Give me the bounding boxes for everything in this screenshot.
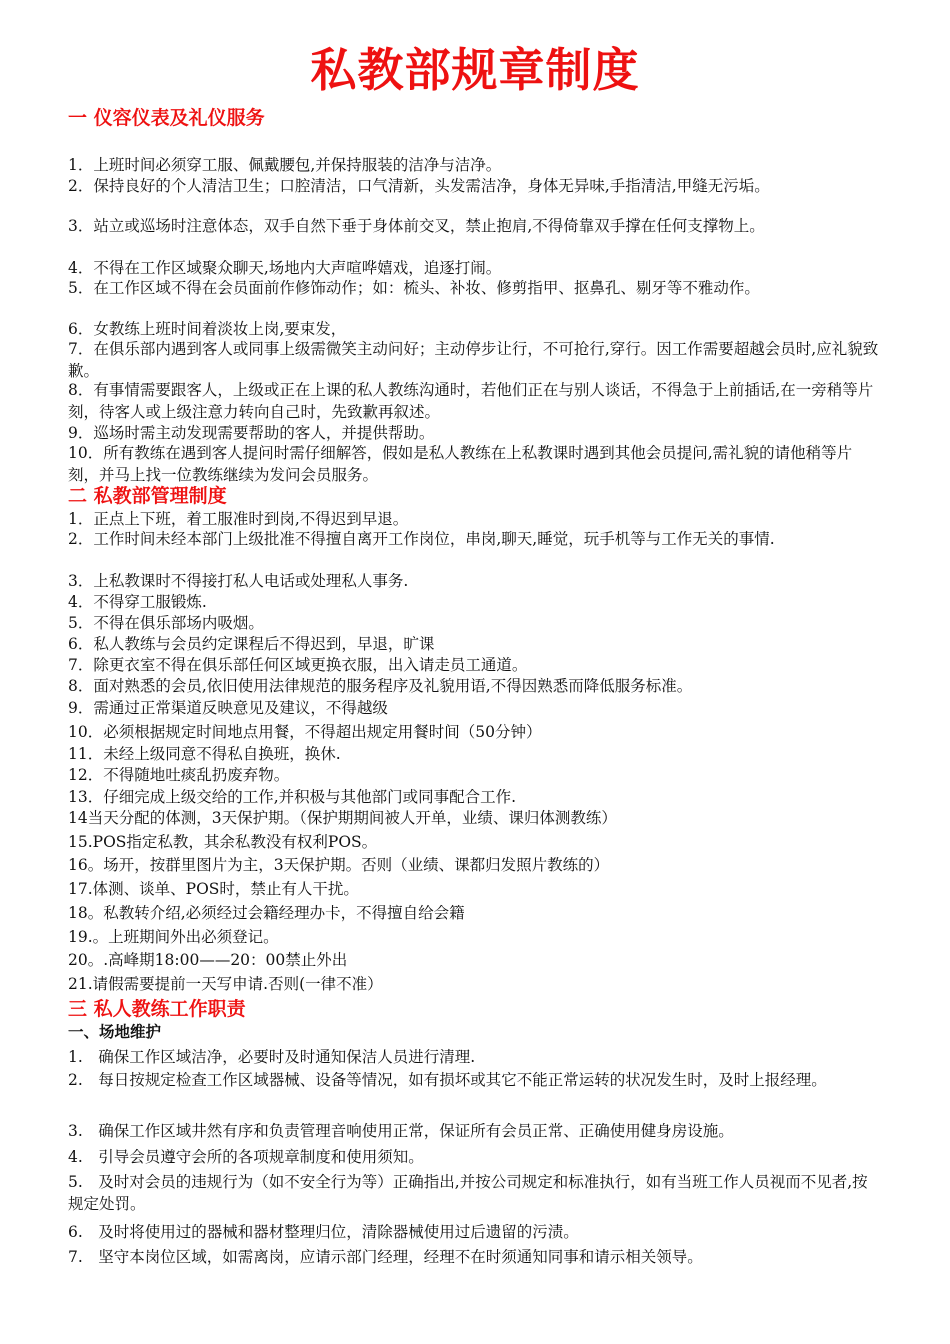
subsection-heading-venue: 一、场地维护: [68, 1023, 162, 1041]
list-item: 16。场开，按群里图片为主，3天保护期。否则（业绩、课都归发照片教练的）: [68, 856, 610, 874]
list-item: 4．不得穿工服锻炼.: [68, 593, 207, 611]
section-heading-etiquette: 一 仪容仪表及礼仪服务: [68, 107, 265, 129]
list-item: 10．所有教练在遇到客人提问时需仔细解答，假如是私人教练在上私教课时遇到其他会员提问,需礼貌的请他稍等片刻，并马上找一位教练继续为发问会员服务。: [68, 444, 853, 484]
document-title: 私教部规章制度: [310, 43, 640, 97]
list-item: 6．女教练上班时间着淡妆上岗,要束发，: [68, 320, 347, 338]
list-item: 14当天分配的体测，3天保护期。（保护期期间被人开单，业绩、课归体测教练）: [68, 809, 617, 827]
list-item: 2．保持良好的个人清洁卫生；口腔清洁，口气清新，头发需洁净，身体无异味,手指清洁,甲缝无污垢。: [68, 177, 770, 195]
list-item: 15.POS指定私教，其余私教没有权利POS。: [68, 833, 378, 851]
list-item: 11．未经上级同意不得私自换班，换休.: [68, 745, 341, 763]
list-item: 20。.高峰期18:00——20：00禁止外出: [68, 951, 348, 969]
list-item: 2. 每日按规定检查工作区域器械、设备等情况，如有损坏或其它不能正常运转的状况发生时，及时上报经理。: [68, 1071, 827, 1089]
list-item: 1. 确保工作区域洁净，必要时及时通知保洁人员进行清理.: [68, 1048, 476, 1066]
list-item: 9．巡场时需主动发现需要帮助的客人，并提供帮助。: [68, 424, 435, 442]
section-heading-duties: 三 私人教练工作职责: [68, 998, 246, 1020]
list-item: 8．面对熟悉的会员,依旧使用法律规范的服务程序及礼貌用语,不得因熟悉而降低服务标准。: [68, 677, 693, 695]
list-item: 4. 引导会员遵守会所的各项规章制度和使用须知。: [68, 1148, 424, 1166]
list-item: 3. 确保工作区域井然有序和负责管理音响使用正常，保证所有会员正常、正确使用健身房设施。: [68, 1122, 734, 1140]
list-item: 6．私人教练与会员约定课程后不得迟到，早退，旷课: [68, 635, 435, 653]
list-item: 3．站立或巡场时注意体态，双手自然下垂于身体前交叉，禁止抱肩,不得倚靠双手撑在任何支撑物上。: [68, 217, 765, 235]
list-item: 12．不得随地吐痰乱扔废弃物。: [68, 766, 290, 784]
list-item: 18。私教转介绍,必须经过会籍经理办卡，不得擅自给会籍: [68, 904, 465, 922]
list-item: 3．上私教课时不得接打私人电话或处理私人事务.: [68, 572, 409, 590]
list-item: 21.请假需要提前一天写申请.否则(一律不准）: [68, 975, 383, 993]
list-item: 5．在工作区域不得在会员面前作修饰动作；如：梳头、补妆、修剪指甲、抠鼻孔、剔牙等不雅动作。: [68, 279, 760, 297]
list-item: 19.。上班期间外出必须登记。: [68, 928, 279, 946]
list-item: 1．正点上下班，着工服准时到岗,不得迟到早退。: [68, 510, 409, 528]
list-item: 10．必须根据规定时间地点用餐，不得超出规定用餐时间（50分钟）: [68, 723, 542, 741]
list-item: 5. 及时对会员的违规行为（如不安全行为等）正确指出,并按公司规定和标准执行，如有当班工作人员视而不见者,按规定处罚。: [68, 1173, 868, 1213]
list-item: 9．需通过正常渠道反映意见及建议，不得越级: [68, 699, 388, 717]
list-item: 5．不得在俱乐部场内吸烟。: [68, 614, 264, 632]
list-item: 17.体测、谈单、POS时，禁止有人干扰。: [68, 880, 359, 898]
list-item: 13．仔细完成上级交给的工作,并积极与其他部门或同事配合工作.: [68, 788, 517, 806]
list-item: 4．不得在工作区域聚众聊天,场地内大声喧哗嬉戏，追逐打闹。: [68, 259, 502, 277]
list-item: 2．工作时间未经本部门上级批准不得擅自离开工作岗位，串岗,聊天,睡觉，玩手机等与工作无关的事情.: [68, 530, 775, 548]
list-item: 7．在俱乐部内遇到客人或同事上级需微笑主动问好；主动停步让行，不可抢行,穿行。因工作需要超越会员时,应礼貌致歉。: [68, 340, 879, 380]
section-heading-management: 二 私教部管理制度: [68, 485, 227, 507]
list-item: 6. 及时将使用过的器械和器材整理归位，清除器械使用过后遗留的污渍。: [68, 1223, 579, 1241]
list-item: 8．有事情需要跟客人，上级或正在上课的私人教练沟通时，若他们正在与别人谈话，不得急于上前插话,在一旁稍等片刻，待客人或上级注意力转向自己时，先致歉再叙述。: [68, 381, 874, 421]
list-item: 7．除更衣室不得在俱乐部任何区域更换衣服，出入请走员工通道。: [68, 656, 528, 674]
list-item: 7. 坚守本岗位区域，如需离岗，应请示部门经理，经理不在时须通知同事和请示相关领导。: [68, 1248, 703, 1266]
list-item: 1．上班时间必须穿工服、佩戴腰包,并保持服装的洁净与洁净。: [68, 156, 502, 174]
